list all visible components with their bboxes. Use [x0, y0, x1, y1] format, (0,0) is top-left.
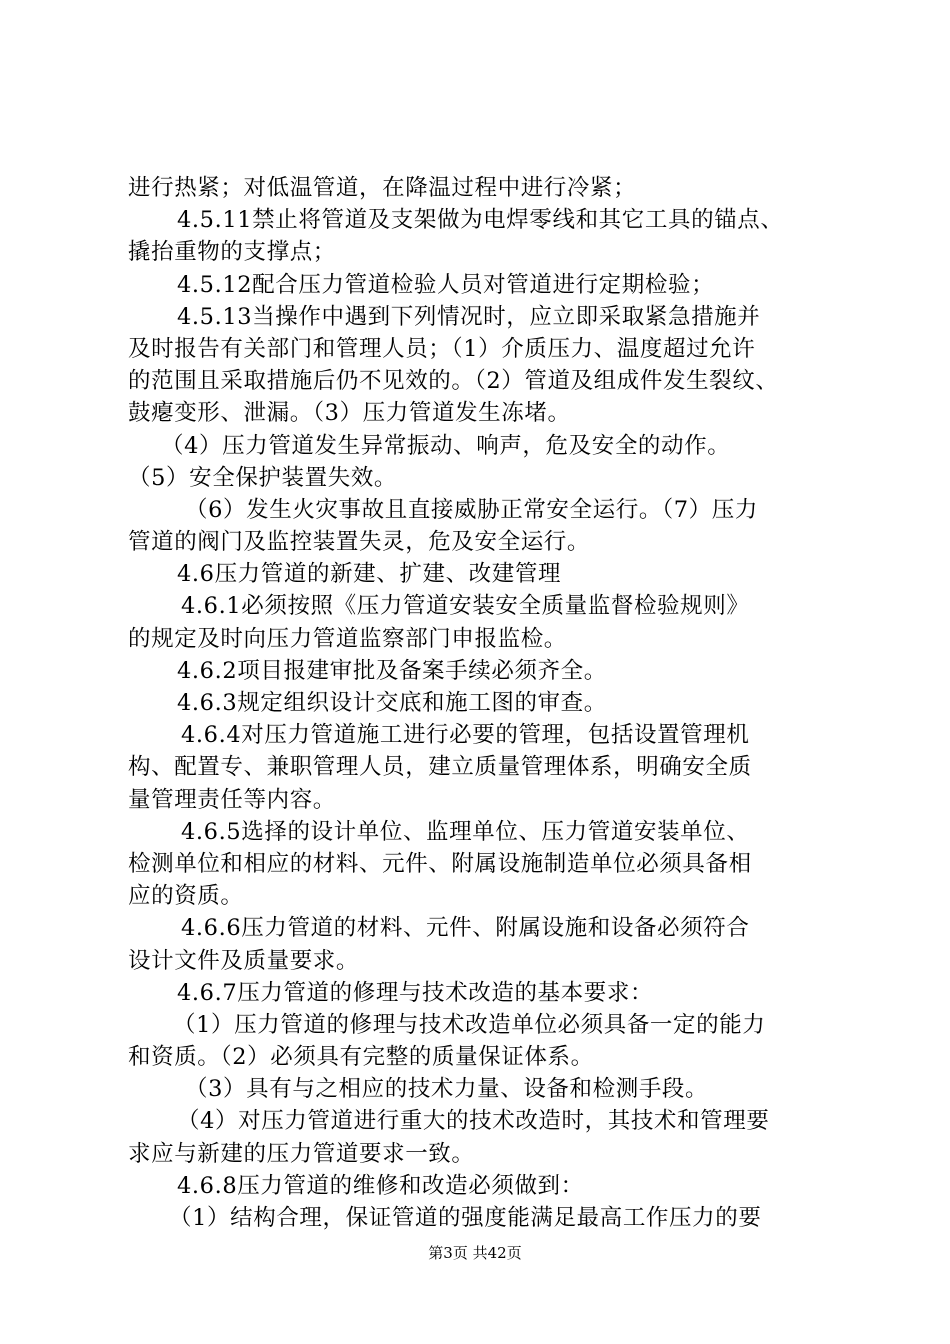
text-line: （4）对压力管道进行重大的技术改造时，其技术和管理要 — [177, 1108, 770, 1135]
text-line: 4.6.1必须按照《压力管道安装安全质量监督检验规则》 — [181, 593, 750, 620]
text-line: 应的资质。 — [128, 883, 244, 910]
text-line: 求应与新建的压力管道要求一致。 — [128, 1140, 475, 1167]
text-line: 进行热紧；对低温管道，在降温过程中进行冷紧； — [128, 175, 637, 201]
text-line: （6）发生火灾事故且直接威胁正常安全运行。（7）压力 — [185, 496, 758, 523]
text-line: 4.5.13当操作中遇到下列情况时，应立即采取紧急措施并 — [177, 303, 761, 330]
text-line: （1）结构合理，保证管道的强度能满足最高工作压力的要 — [169, 1205, 762, 1231]
text-line: 量管理责任等内容。 — [128, 786, 336, 813]
text-line: 4.6压力管道的新建、扩建、改建管理 — [177, 561, 562, 588]
body-text — [128, 172, 836, 1234]
text-line: 设计文件及质量要求。 — [128, 947, 360, 974]
text-line: 构、配置专、兼职管理人员，建立质量管理体系，明确安全质 — [128, 754, 752, 781]
text-line: （3）具有与之相应的技术力量、设备和检测手段。 — [185, 1076, 709, 1103]
text-line: 的范围且采取措施后仍不见效的。（2）管道及组成件发生裂纹、 — [128, 368, 779, 395]
text-line: 4.6.8压力管道的维修和改造必须做到： — [177, 1172, 584, 1199]
text-line: 撬抬重物的支撑点； — [128, 239, 336, 266]
text-line: 鼓瘪变形、泄漏。（3）压力管道发生冻堵。 — [128, 400, 571, 427]
text-line: 4.6.5选择的设计单位、监理单位、压力管道安装单位、 — [181, 818, 750, 845]
text-line: 4.6.2项目报建审批及备案手续必须齐全。 — [177, 657, 607, 684]
text-line: 4.6.4对压力管道施工进行必要的管理，包括设置管理机 — [181, 722, 750, 749]
text-line: 的规定及时向压力管道监察部门申报监检。 — [128, 625, 567, 652]
text-line: 4.6.6压力管道的材料、元件、附属设施和设备必须符合 — [181, 915, 750, 942]
text-line: 检测单位和相应的材料、元件、附属设施制造单位必须具备相 — [128, 850, 752, 877]
text-line: （1）压力管道的修理与技术改造单位必须具备一定的能力 — [173, 1011, 766, 1038]
text-line: （4）压力管道发生异常振动、响声，危及安全的动作。 — [161, 432, 731, 459]
text-line: 4.5.12配合压力管道检验人员对管道进行定期检验； — [177, 271, 715, 298]
page-footer: 第3页 共42页 — [428, 1244, 522, 1262]
text-line: 和资质。（2）必须具有完整的质量保证体系。 — [128, 1044, 594, 1071]
text-line: 4.6.3规定组织设计交底和施工图的审查。 — [177, 690, 607, 716]
text-line: 4.6.7压力管道的修理与技术改造的基本要求： — [177, 979, 654, 1006]
text-line: 及时报告有关部门和管理人员；（1）介质压力、温度超过允许 — [128, 335, 756, 362]
text-line: 4.5.11禁止将管道及支架做为电焊零线和其它工具的锚点、 — [177, 207, 784, 234]
text-line: 管道的阀门及监控装置失灵，危及安全运行。 — [128, 529, 591, 556]
text-line: （5）安全保护装置失效。 — [128, 464, 398, 491]
